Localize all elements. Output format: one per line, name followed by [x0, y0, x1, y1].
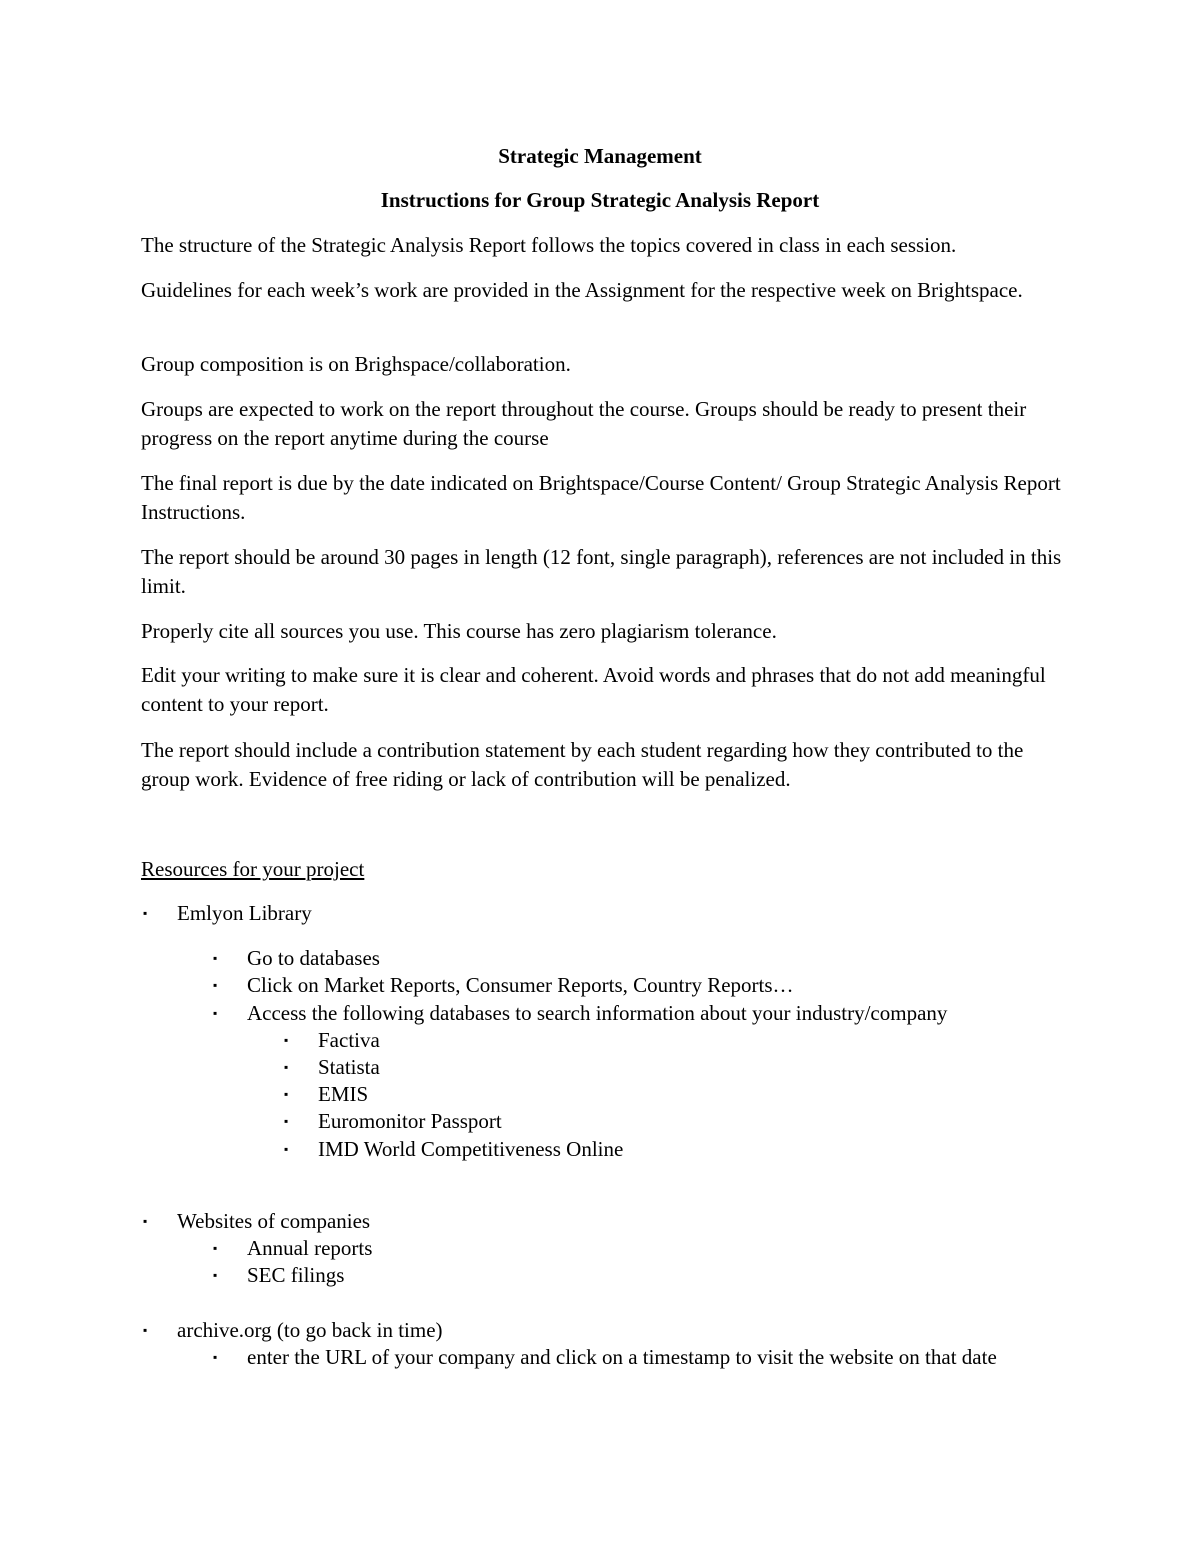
paragraph-guidelines: Guidelines for each week’s work are provided in the Assignment for the respective week on Brightspace.	[141, 278, 1023, 302]
list-item	[213, 1262, 1067, 1289]
bullet-icon: ▪	[143, 906, 148, 920]
list-item-label: archive.org (to go back in time)	[177, 1318, 443, 1342]
list-item-label: Statista	[318, 1055, 380, 1079]
paragraph-citation: Properly cite all sources you use. This course has zero plagiarism tolerance.	[141, 619, 777, 643]
list-item	[213, 945, 1067, 972]
bullet-icon: ▪	[213, 978, 218, 992]
bullet-icon: ▪	[213, 1350, 218, 1364]
list-item-database	[284, 1027, 380, 1054]
paragraph-length: The report should be around 30 pages in length (12 font, single paragraph), references are not included in this limit.	[141, 545, 1062, 598]
list-item-archive	[143, 1317, 443, 1344]
bullet-icon: ▪	[213, 1268, 218, 1282]
list-item-label: Emlyon Library	[177, 901, 312, 925]
resources-heading: Resources for your project	[141, 857, 365, 881]
list-item-label: enter the URL of your company and click on a timestamp to visit the website on that date	[247, 1345, 997, 1369]
list-item-label: IMD World Competitiveness Online	[318, 1137, 624, 1161]
list-item	[213, 1344, 1067, 1371]
list-item	[213, 1000, 1067, 1027]
list-item-database	[284, 1108, 502, 1135]
paragraph-editing: Edit your writing to make sure it is clear and coherent. Avoid words and phrases that do not add meaningful content to your report.	[141, 663, 1046, 716]
bullet-icon: ▪	[213, 1006, 218, 1020]
bullet-icon: ▪	[143, 1323, 148, 1337]
list-item-websites	[143, 1208, 371, 1235]
bullet-icon: ▪	[213, 951, 218, 965]
document-subtitle: Instructions for Group Strategic Analysis Report	[380, 188, 820, 212]
list-item-label: Websites of companies	[177, 1209, 371, 1233]
bullet-icon: ▪	[284, 1087, 289, 1101]
paragraph-progress: Groups are expected to work on the report throughout the course. Groups should be ready to present their progress on the report anytime during the course	[141, 397, 1027, 450]
list-item-database	[284, 1136, 624, 1163]
list-item-label: SEC filings	[247, 1263, 345, 1287]
list-item	[213, 972, 1067, 999]
list-item	[213, 1235, 1067, 1262]
list-item-database	[284, 1054, 380, 1081]
paragraph-group-composition: Group composition is on Brighspace/collaboration.	[141, 352, 571, 376]
list-item-label: Click on Market Reports, Consumer Reports, Country Reports…	[247, 973, 794, 997]
bullet-icon: ▪	[284, 1114, 289, 1128]
bullet-icon: ▪	[213, 1241, 218, 1255]
list-item-label: Annual reports	[247, 1236, 373, 1260]
list-item-label: Go to databases	[247, 946, 380, 970]
bullet-icon: ▪	[143, 1214, 148, 1228]
document-title: Strategic Management	[498, 144, 702, 168]
bullet-icon: ▪	[284, 1033, 289, 1047]
list-item-label: Euromonitor Passport	[318, 1109, 502, 1133]
bullet-icon: ▪	[284, 1142, 289, 1156]
list-item-database	[284, 1081, 369, 1108]
list-item-label: Access the following databases to search information about your industry/company	[247, 1001, 948, 1025]
bullet-icon: ▪	[284, 1060, 289, 1074]
list-item-label: EMIS	[318, 1082, 369, 1106]
paragraph-contribution: The report should include a contribution statement by each student regarding how they contributed to the group work. Evidence of free riding or lack of contribution will be penalized.	[141, 738, 1024, 791]
paragraph-structure: The structure of the Strategic Analysis Report follows the topics covered in class in each session.	[141, 233, 957, 257]
paragraph-due-date: The final report is due by the date indicated on Brightspace/Course Content/ Group Strategic Analysis Report Instructions.	[141, 471, 1061, 524]
list-item-label: Factiva	[318, 1028, 380, 1052]
list-item-library	[143, 900, 312, 927]
